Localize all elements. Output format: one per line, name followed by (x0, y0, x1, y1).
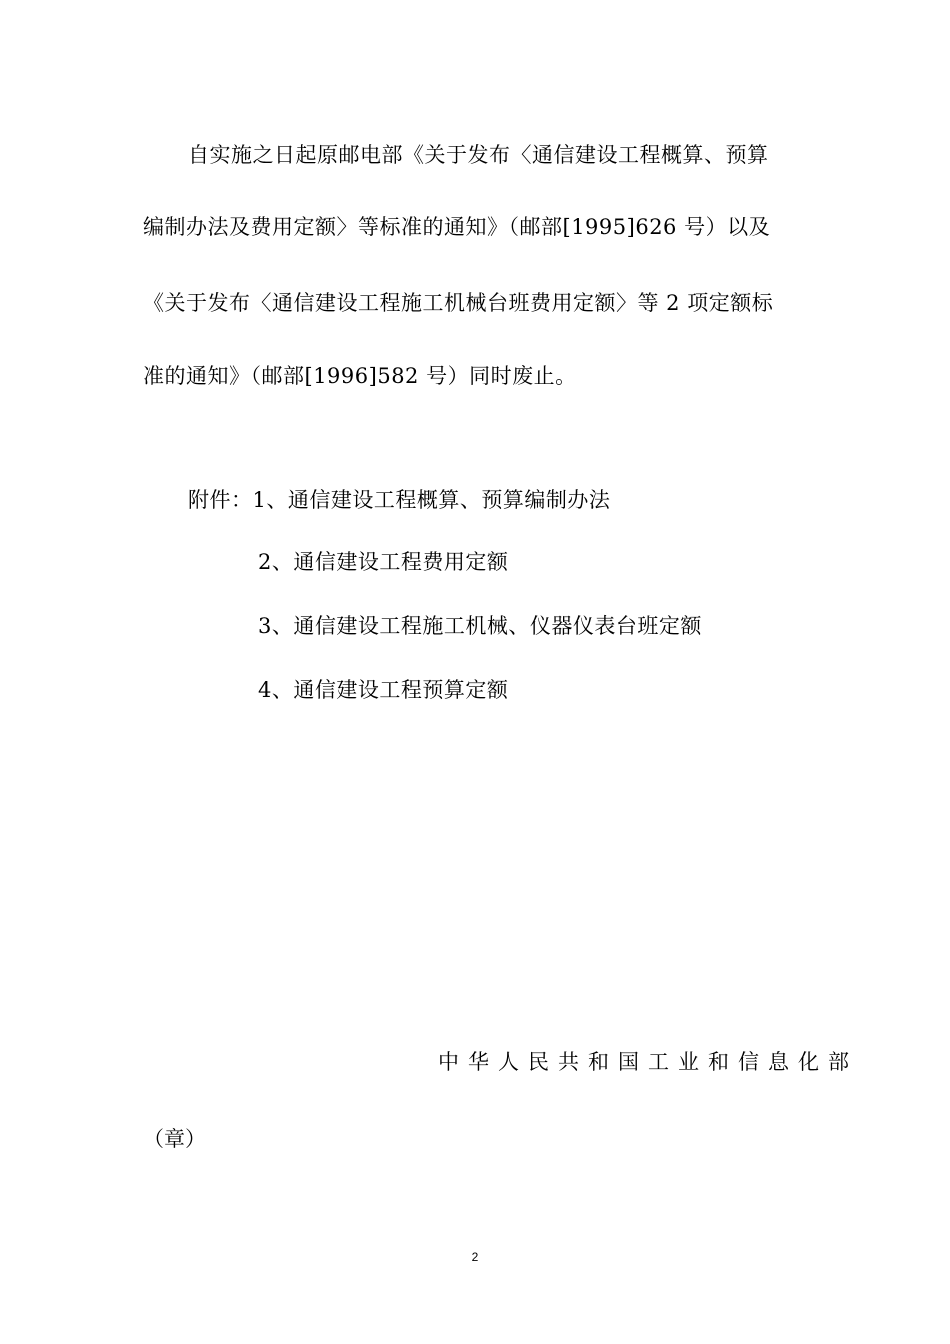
issuing-authority: 中华人民共和国工业和信息化部 (438, 1050, 858, 1074)
paragraph-line-4: 准的通知》（邮部[1996]582 号）同时废止。 (143, 364, 577, 388)
attachment-item-1: 附件：1、通信建设工程概算、预算编制办法 (188, 488, 611, 512)
attachment-item-3: 3、通信建设工程施工机械、仪器仪表台班定额 (258, 614, 702, 638)
paragraph-line-1: 自实施之日起原邮电部《关于发布〈通信建设工程概算、预算 (188, 143, 769, 167)
attachment-item-4: 4、通信建设工程预算定额 (258, 678, 509, 702)
paragraph-line-3: 《关于发布〈通信建设工程施工机械台班费用定额〉等 2 项定额标 (143, 291, 774, 315)
paragraph-line-2: 编制办法及费用定额〉等标准的通知》（邮部[1995]626 号）以及 (143, 215, 771, 239)
attachment-item-2: 2、通信建设工程费用定额 (258, 550, 509, 574)
seal-mark: （章） (143, 1127, 206, 1151)
page-number: 2 (471, 1250, 479, 1264)
